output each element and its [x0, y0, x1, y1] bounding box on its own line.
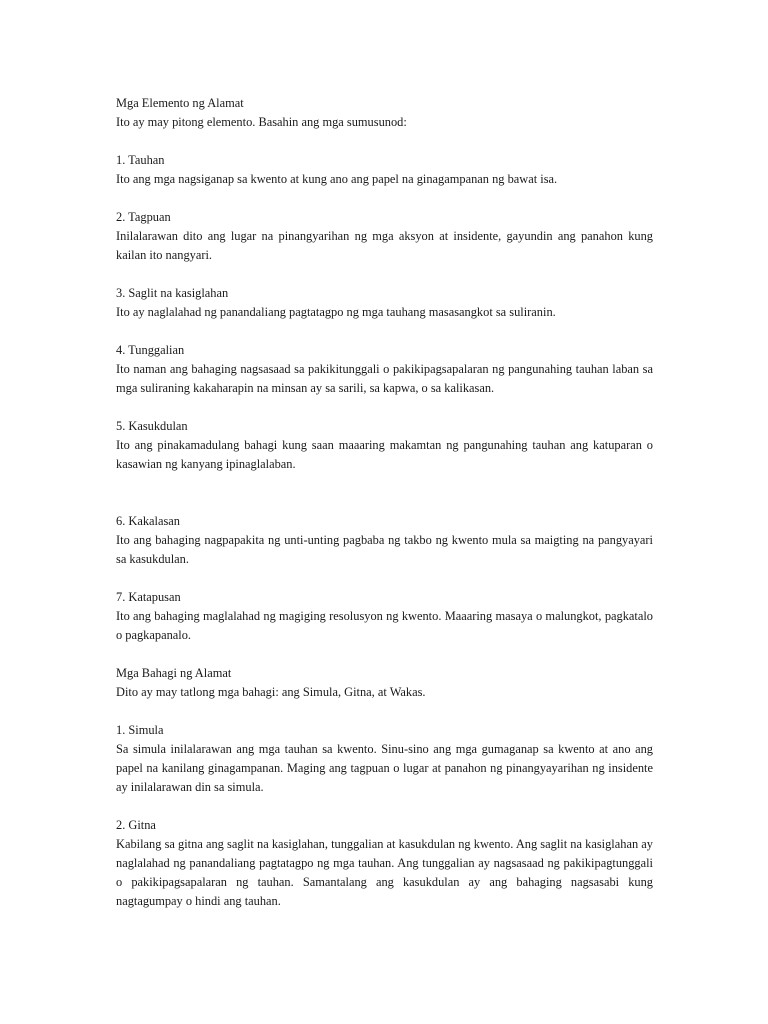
element-body: Inilalarawan dito ang lugar na pinangyarihan ng mga aksyon at insidente, gayundin ang panahon kung kailan ito nangyari. — [116, 229, 653, 262]
part-body: Sa simula inilalarawan ang mga tauhan sa kwento. Sinu-sino ang mga gumaganap sa kwento at ano ang papel na kanilang ginagampanan. Maging ang tagpuan o lugar at panahon ng pinangyayarihan ng insidente ay inilalarawan din sa simula. — [116, 742, 653, 794]
section-title: Mga Bahagi ng Alamat — [116, 666, 232, 680]
element-heading: 5. Kasukdulan — [116, 419, 188, 433]
document-page — [116, 94, 653, 911]
element-body: Ito ang pinakamadulang bahagi kung saan maaaring makamtan ng pangunahing tauhan ang katuparan o kasawian ng kanyang ipinaglalaban. — [116, 438, 653, 471]
section-intro: Ito ay may pitong elemento. Basahin ang mga sumusunod: — [116, 115, 407, 129]
part-body: Kabilang sa gitna ang saglit na kasiglahan, tunggalian at kasukdulan ng kwento. Ang saglit na kasiglahan ay naglalahad ng panandaliang pagtatagpo ng mga tauhan. Ang tunggalian ay nagsasaad ng pakikipagtunggali o pakikipagsapalaran ng tauhan. Samantalang ang kasukdulan ay ang bahaging nagsasabi kung nagtagumpay o hindi ang tauhan. — [116, 837, 653, 908]
element-heading: 2. Tagpuan — [116, 210, 171, 224]
element-heading: 3. Saglit na kasiglahan — [116, 286, 229, 300]
element-heading: 4. Tunggalian — [116, 343, 185, 357]
section-intro: Dito ay may tatlong mga bahagi: ang Simula, Gitna, at Wakas. — [116, 685, 426, 699]
element-heading: 6. Kakalasan — [116, 514, 180, 528]
element-body: Ito ang mga nagsiganap sa kwento at kung ano ang papel na ginagampanan ng bawat isa. — [116, 172, 558, 186]
part-heading: 1. Simula — [116, 723, 164, 737]
part-heading: 2. Gitna — [116, 818, 156, 832]
element-heading: 7. Katapusan — [116, 590, 181, 604]
element-body: Ito ang bahaging maglalahad ng magiging resolusyon ng kwento. Maaaring masaya o malungkot, pagkatalo o pagkapanalo. — [116, 609, 653, 642]
element-heading: 1. Tauhan — [116, 153, 165, 167]
element-body: Ito ang bahaging nagpapakita ng unti-unting pagbaba ng takbo ng kwento mula sa maigting na pangyayari sa kasukdulan. — [116, 533, 653, 566]
element-body: Ito naman ang bahaging nagsasaad sa pakikitunggali o pakikipagsapalaran ng pangunahing tauhan laban sa mga suliraning kakaharapin na minsan ay sa sarili, sa kapwa, o sa kalikasan. — [116, 362, 653, 395]
section-title: Mga Elemento ng Alamat — [116, 96, 244, 110]
element-body: Ito ay naglalahad ng panandaliang pagtatagpo ng mga tauhang masasangkot sa suliranin. — [116, 305, 556, 319]
